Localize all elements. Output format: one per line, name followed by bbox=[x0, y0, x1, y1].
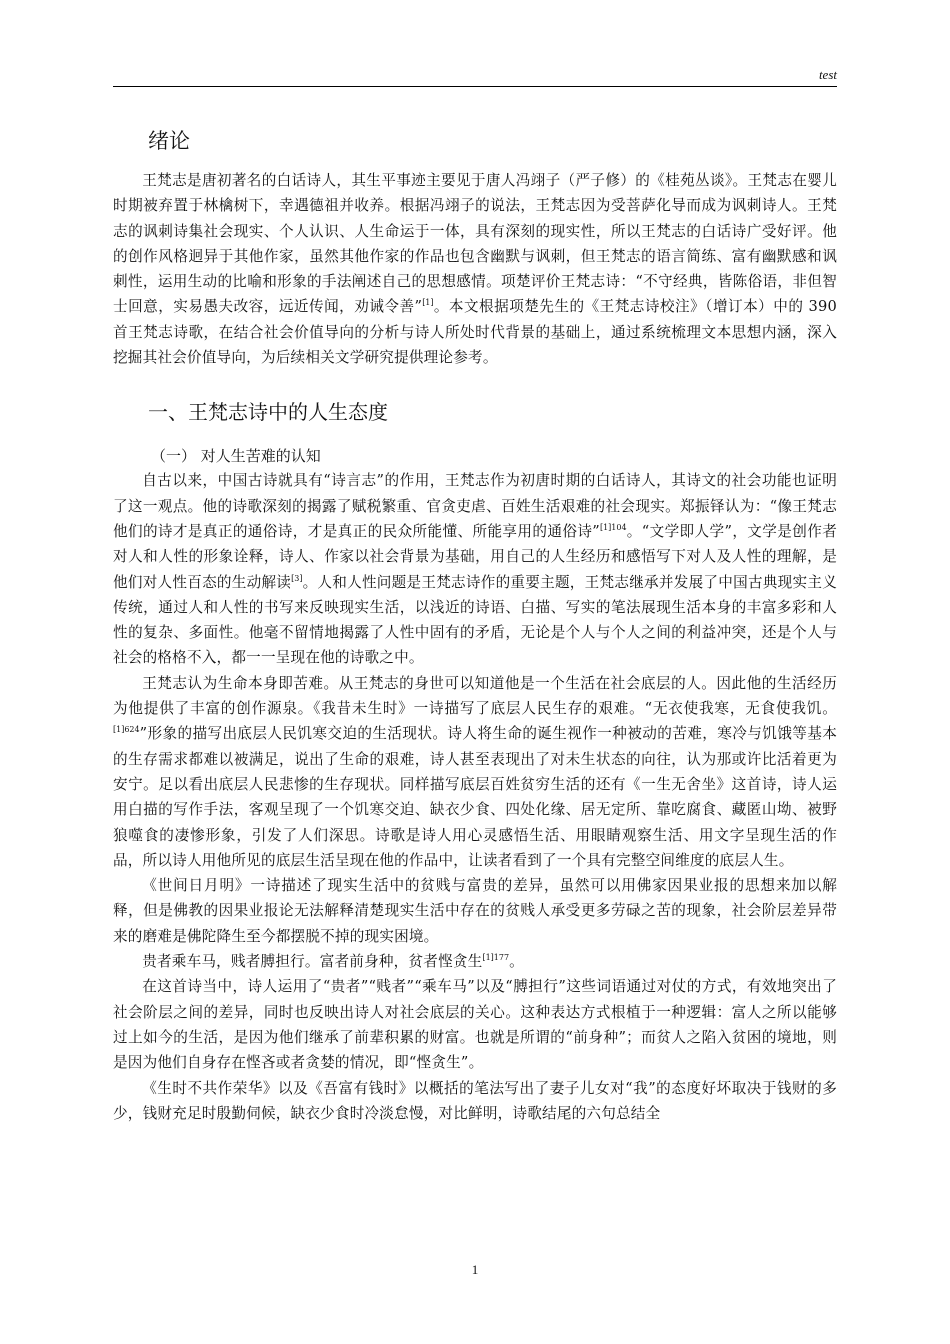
paragraph-text: ”形象的描写出底层人民饥寒交迫的生活现状。诗人将生命的诞生视作一种被动的苦难，寒冷与饥饿等基本的生存需求都难以被满足，说出了生命的艰难，诗人甚至表现出了对未生状态的向往，认为那或许比活着更为安宁。足以看出底层人民悲惨的生存现状。同样描写底层百姓贫穷生活的还有《一生无舍坐》这首诗，诗人运用白描的写作手法，客观呈现了一个饥寒交迫、缺衣少食、四处化缘、居无定所、靠吃腐食、藏匿山坳、被野狼噬食的凄惨形象，引发了人们深思。诗歌是诗人用心灵感悟生活、用眼睛观察生活、用文字呈现生活的作品，所以诗人用他所见的底层生活呈现在他的作品中，让读者看到了一个具有完整空间维度的底层人生。 bbox=[113, 725, 837, 869]
paragraph-text: 《世间日月明》一诗描述了现实生活中的贫贱与富贵的差异，虽然可以用佛家因果业报的思想来加以解释，但是佛教的因果业报论无法解释清楚现实生活中存在的贫贱人承受更多劳碌之苦的现象，社会阶层差异带来的磨难是佛陀降生至今都摆脱不掉的现实困境。 bbox=[113, 877, 837, 945]
body-paragraph bbox=[113, 949, 837, 974]
paragraph-text: 在这首诗当中，诗人运用了“贵者”“贱者”“乘车马”以及“膊担行”这些词语通过对仗的方式，有效地突出了社会阶层之间的差异，同时也反映出诗人对社会底层的关心。这种表达方式根植于一种逻辑：富人之所以能够过上如今的生活，是因为他们继承了前辈积累的财富。也就是所谓的“前身种”；而贫人之陷入贫困的境地，则是因为他们自身存在悭吝或者贪婪的情况，即“悭贪生”。 bbox=[113, 978, 837, 1072]
citation-mark: [3] bbox=[291, 573, 303, 583]
subsection-paragraphs bbox=[113, 468, 837, 1126]
citation-mark: [1]104 bbox=[599, 522, 627, 532]
subsection-heading: （一） 对人生苦难的认知 bbox=[151, 447, 321, 466]
body-paragraph bbox=[113, 671, 837, 873]
page-number: 1 bbox=[471, 1262, 479, 1277]
citation-mark: [1] bbox=[422, 298, 434, 308]
body-paragraph bbox=[113, 974, 837, 1075]
page-header-text: test bbox=[818, 67, 837, 82]
paragraph-text: 。人和人性问题是王梵志诗作的重要主题，王梵志继承并发展了中国古典现实主义传统，通过人和人性的书写来反映现实生活，以浅近的诗语、白描、写实的笔法展现生活本身的丰富多彩和人性的复杂、多面性。他毫不留情地揭露了人性中固有的矛盾，无论是个人与个人之间的利益冲突，还是个人与社会的格格不入，都一一呈现在他的诗歌之中。 bbox=[113, 573, 837, 667]
document-body bbox=[113, 120, 837, 1126]
header-rule bbox=[113, 86, 837, 87]
paragraph-text: 。本文根据项楚先生的《王梵志诗校注》（增订本）中的 390 首王梵志诗歌，在结合社会价值导向的分析与诗人所处时代背景的基础上，通过系统梳理文本思想内涵，深入挖掘其社会价值导向，为后续相关文学研究提供理论参考。 bbox=[113, 298, 837, 367]
paragraph-text: 。“文学即人学”，文学是创作者对人和人性的形象诠释，诗人、作家以社会背景为基础，用自己的人生经历和感悟写下对人及人性的理解，是他们对人性百态的生动解读 bbox=[113, 522, 837, 591]
body-paragraph bbox=[113, 873, 837, 949]
intro-heading: 绪论 bbox=[148, 129, 190, 153]
body-paragraph bbox=[113, 1076, 837, 1127]
paragraph-text: 王梵志是唐初著名的白话诗人，其生平事迹主要见于唐人冯翊子（严子修）的《桂苑丛谈》。王梵志在婴儿时期被弃置于林檎树下，幸遇德祖并收养。根据冯翊子的说法，王梵志因为受菩萨化导而成为讽刺诗人。王梵志的讽刺诗集社会现实、个人认识、人生命运于一体，具有深刻的现实性，所以王梵志的白话诗广受好评。他的创作风格迥异于其他作家，虽然其他作家的作品也包含幽默与讽刺，但王梵志的语言简练、富有幽默感和讽刺性，运用生动的比喻和形象的手法阐述自己的思想感情。项楚评价王梵志诗：“不守经典，皆陈俗语，非但智士回意，实易愚夫改容，远近传闻，劝诫令善” bbox=[113, 172, 837, 316]
paragraph-text: 王梵志认为生命本身即苦难。从王梵志的身世可以知道他是一个生活在社会底层的人。因此他的生活经历为他提供了丰富的创作源泉。《我昔未生时》一诗描写了底层人民生存的艰难。“无衣使我寒，无食使我饥。 bbox=[113, 674, 837, 718]
paragraph-text: 。 bbox=[509, 953, 524, 971]
body-paragraph bbox=[113, 468, 837, 670]
section-heading: 一、王梵志诗中的人生态度 bbox=[148, 400, 388, 425]
body-paragraph bbox=[113, 168, 837, 370]
intro-paragraphs bbox=[113, 168, 837, 370]
paragraph-text: 贵者乘车马，贱者膊担行。富者前身种，贫者悭贪生 bbox=[142, 953, 483, 971]
citation-mark: [1]177 bbox=[482, 953, 510, 963]
paragraph-text: 《生时不共作荣华》以及《吾富有钱时》以概括的笔法写出了妻子儿女对“我”的态度好坏取决于钱财的多少，钱财充足时殷勤伺候，缺衣少食时冷淡怠慢，对比鲜明，诗歌结尾的六句总结全 bbox=[113, 1079, 837, 1122]
paragraph-text: 自古以来，中国古诗就具有“诗言志”的作用，王梵志作为初唐时期的白话诗人，其诗文的社会功能也证明了这一观点。他的诗歌深刻的揭露了赋税繁重、官贪吏虐、百姓生活艰难的社会现实。郑振铎认为：“像王梵志他们的诗才是真正的通俗诗，才是真正的民众所能懂、所能享用的通俗诗” bbox=[113, 472, 837, 540]
citation-mark: [1]624 bbox=[113, 725, 140, 735]
